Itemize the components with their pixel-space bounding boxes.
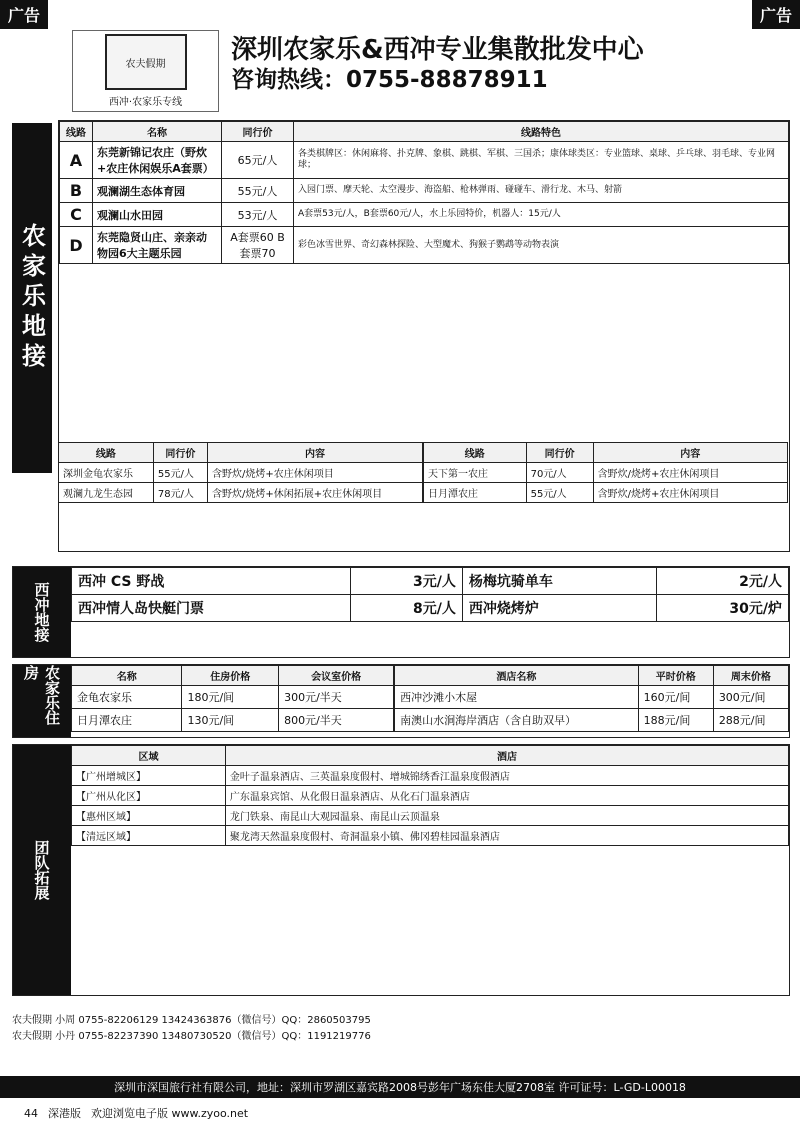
route-row: A 东莞新锦记农庄（野炊+农庄休闲娱乐A套票） 65元/人 各类棋牌区：休闲麻将、扑克牌、象棋、跳棋、军棋、三国杀；康体球类区：专业篮球、桌球、乒乓球、羽毛球、专业网球； <box>60 142 789 179</box>
col-price: 同行价 <box>222 122 294 142</box>
hotline: 咨询热线：0755-88878911 <box>231 66 548 93</box>
hotel-table: 酒店名称 平时价格 周末价格 西冲沙滩小木屋 160元/间 300元/间 南澳山水涧海岸酒店（含自助双早） 188元/间 288元/间 <box>394 665 789 732</box>
route-row: C 观澜山水田园 53元/人 A套票53元/人，B套票60元/人，水上乐园特价，机器人：15元/人 <box>60 203 789 227</box>
xichong-section <box>12 566 790 658</box>
mini-lists <box>58 442 788 503</box>
brand-logo <box>72 30 219 112</box>
contact-line: 农夫假期 小丹 0755-82237390 13480730520（微信号）QQ：1191219776 <box>12 1031 371 1042</box>
region-label: 团队拓展 <box>13 745 71 995</box>
page-title: 深圳农家乐&西冲专业集散批发中心 <box>231 35 644 65</box>
logo-subtitle: 西冲·农家乐专线 <box>108 97 183 108</box>
site-text: 欢迎浏览电子版 www.zyoo.net <box>91 1107 249 1120</box>
title-area <box>219 30 762 112</box>
page-number: 44 <box>24 1106 38 1120</box>
ad-tag-right: 广告 <box>752 0 800 29</box>
col-route: 线路 <box>60 122 93 142</box>
header <box>72 30 762 112</box>
col-desc: 线路特色 <box>294 122 789 142</box>
contact-block <box>12 1013 788 1045</box>
brand-label: 深港版 <box>48 1107 81 1120</box>
side-title: 农家乐地接 <box>12 123 52 473</box>
left-list-table: 线路 同行价 内容 深圳金龟农家乐 55元/人 含野炊/烧烤+农庄休闲项目 观澜九龙生态园 78元/人 含野炊/烧烤+休闲拓展+农庄休闲项目 <box>58 442 423 503</box>
xichong-table: 西冲 CS 野战 3元/人 杨梅坑骑单车 2元/人 西冲情人岛快艇门票 8元/人 西冲烧烤炉 30元/炉 <box>71 567 789 622</box>
footer: 深圳市深国旅行社有限公司，地址：深圳市罗湖区嘉宾路2008号彭年广场东佳大厦2708室 许可证号：L-GD-L00018 <box>0 1076 800 1098</box>
xichong-label: 西冲地接 <box>13 567 71 657</box>
contact-line: 农夫假期 小周 0755-82206129 13424363876（微信号）QQ：2860503795 <box>12 1015 371 1026</box>
logo-box: 农夫假期 <box>105 34 187 90</box>
stay-section <box>12 664 790 738</box>
region-table: 区域 酒店 【广州增城区】 金叶子温泉酒店、三英温泉度假村、增城锦绣香江温泉度假酒店 【广州从化区】 广东温泉宾馆、从化假日温泉酒店、从化石门温泉酒店 【惠州区域】 龙门铁泉、南昆山大观园温泉、南昆山云顶温泉 【清远区域】 聚龙湾天然温泉度假村、奇洞温泉小镇、佛冈碧桂园温泉酒店 <box>71 745 789 846</box>
col-name: 名称 <box>93 122 222 142</box>
right-list-table: 线路 同行价 内容 天下第一农庄 70元/人 含野炊/烧烤+农庄休闲项目 日月潭农庄 55元/人 含野炊/烧烤+农庄休闲项目 <box>423 442 788 503</box>
ad-tag-left: 广告 <box>0 0 48 29</box>
route-row: B 观澜湖生态体育园 55元/人 入园门票、摩天轮、太空漫步、海盗船、枪林弹雨、碰碰车、滑行龙、木马、射箭 <box>60 179 789 203</box>
stay-table: 名称 住房价格 会议室价格 金龟农家乐 180元/间 300元/半天 日月潭农庄 130元/间 800元/半天 <box>71 665 394 732</box>
region-section <box>12 744 790 996</box>
routes-table <box>59 121 789 264</box>
bottom-bar <box>24 1105 248 1121</box>
route-row: D 东莞隐贤山庄、亲亲动物园6大主题乐园 A套票60 B套票70 彩色冰雪世界、奇幻森林探险、大型魔术、狗猴子鹦鹉等动物表演 <box>60 227 789 264</box>
stay-label: 农家乐住房 <box>13 665 71 737</box>
